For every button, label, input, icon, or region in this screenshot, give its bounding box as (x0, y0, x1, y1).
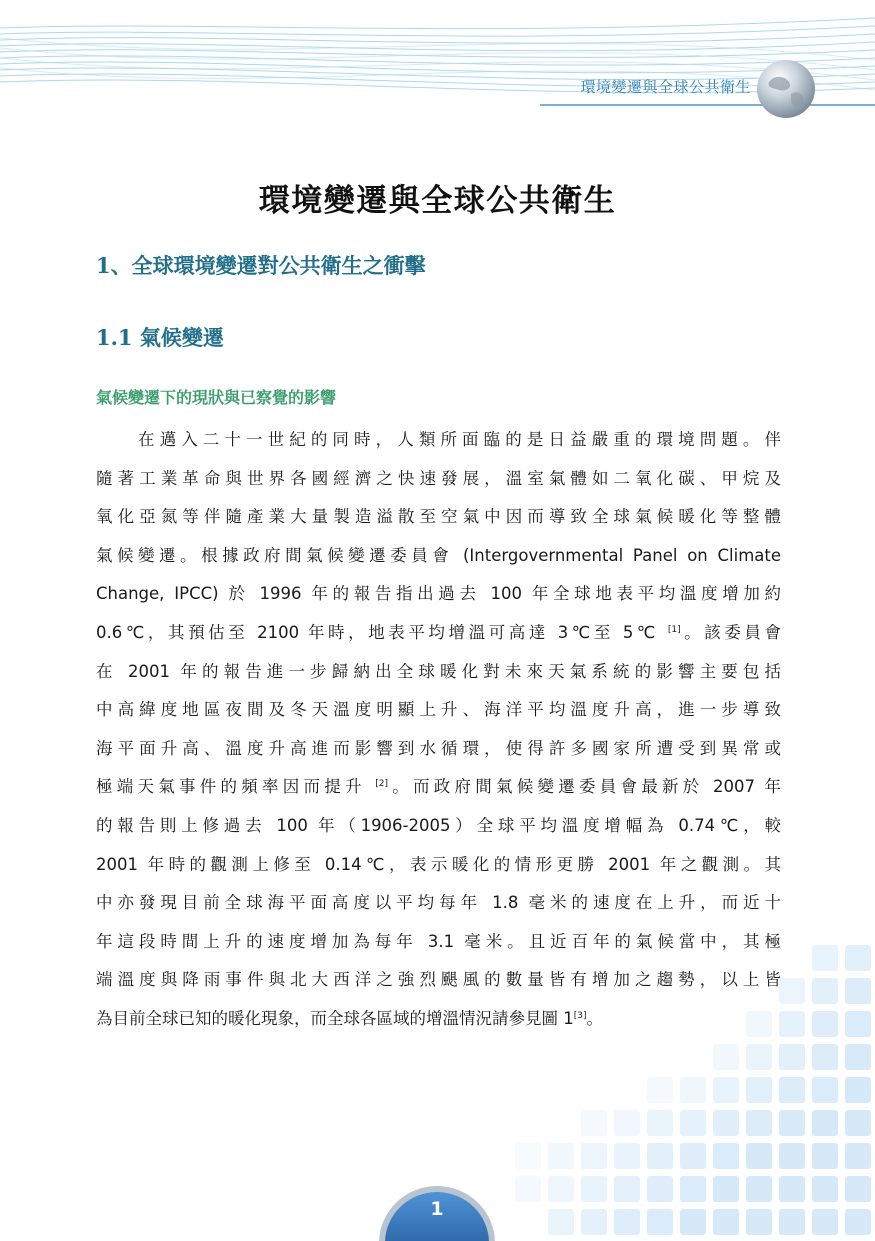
globe-icon (755, 58, 817, 120)
page-number: 1 (430, 1198, 444, 1220)
subsubsection-heading: 氣候變遷下的現狀與已察覺的影響 (96, 388, 337, 407)
line-text: 。該委員會 (680, 622, 781, 642)
paragraph-line: 在邁入二十一世紀的同時，人類所面臨的是日益嚴重的環境問題。伴 (138, 430, 781, 449)
paragraph-line (96, 1000, 781, 1039)
line-text: 為目前全球已知的暖化現象，而全球各區域的增溫情況請參見圖 1 (96, 1008, 574, 1028)
paragraph-line: 年這段時間上升的速度增加為每年 3.1 毫米。且近百年的氣候當中，其極 (96, 931, 781, 951)
line-text: 0.6℃，其預估至 2100 年時，地表平均增溫可高達 3℃至 5℃ (96, 622, 660, 642)
citation-3: [3] (573, 1010, 587, 1021)
line-text: 。 (586, 1008, 603, 1028)
section-heading: 1、全球環境變遷對公共衛生之衝擊 (96, 253, 426, 278)
paragraph-line: 的報告則上修過去 100 年（1906-2005）全球平均溫度增幅為 0.74℃，較 (96, 815, 781, 835)
page-title: 環境變遷與全球公共衛生 (258, 183, 617, 219)
body-paragraph (96, 421, 781, 1039)
paragraph-line: Change, IPCC) 於 1996 年的報告指出過去 100 年全球地表平均溫度增加約 (96, 584, 781, 604)
header-swoosh-decoration (0, 0, 875, 140)
paragraph-line: 氣候變遷。根據政府間氣候變遷委員會 (Intergovernmental Panel on Climate (96, 545, 781, 565)
paragraph-line: 端溫度與降雨事件與北大西洋之強烈颶風的數量皆有增加之趨勢，以上皆 (96, 970, 781, 990)
paragraph-line: 2001 年時的觀測上修至 0.14℃，表示暖化的情形更勝 2001 年之觀測。其 (96, 854, 781, 874)
subsection-heading: 1.1 氣候變遷 (96, 325, 224, 350)
citation-1: [1] (667, 624, 681, 635)
paragraph-line (96, 768, 781, 807)
paragraph-line: 中高緯度地區夜間及冬天溫度明顯上升、海洋平均溫度升高，進一步導致 (96, 700, 781, 720)
citation-2: [2] (375, 779, 389, 790)
paragraph-line: 隨著工業革命與世界各國經濟之快速發展，溫室氣體如二氧化碳、甲烷及 (96, 468, 781, 488)
line-text: 。而政府間氣候變遷委員會最新於 2007 年 (388, 777, 781, 797)
paragraph-line: 中亦發現目前全球海平面高度以平均每年 1.8 毫米的速度在上升，而近十 (96, 893, 781, 913)
running-header-title: 環境變遷與全球公共衛生 (580, 78, 751, 96)
paragraph-line: 氧化亞氮等伴隨產業大量製造溢散至空氣中因而導致全球氣候暖化等整體 (96, 507, 781, 527)
paragraph-line: 海平面升高、溫度升高進而影響到水循環，使得許多國家所遭受到異常或 (96, 738, 781, 758)
line-text: 極端天氣事件的頻率因而提升 (96, 777, 366, 797)
paragraph-line: 在 2001 年的報告進一步歸納出全球暖化對未來天氣系統的影響主要包括 (96, 661, 781, 681)
paragraph-line (96, 614, 781, 653)
